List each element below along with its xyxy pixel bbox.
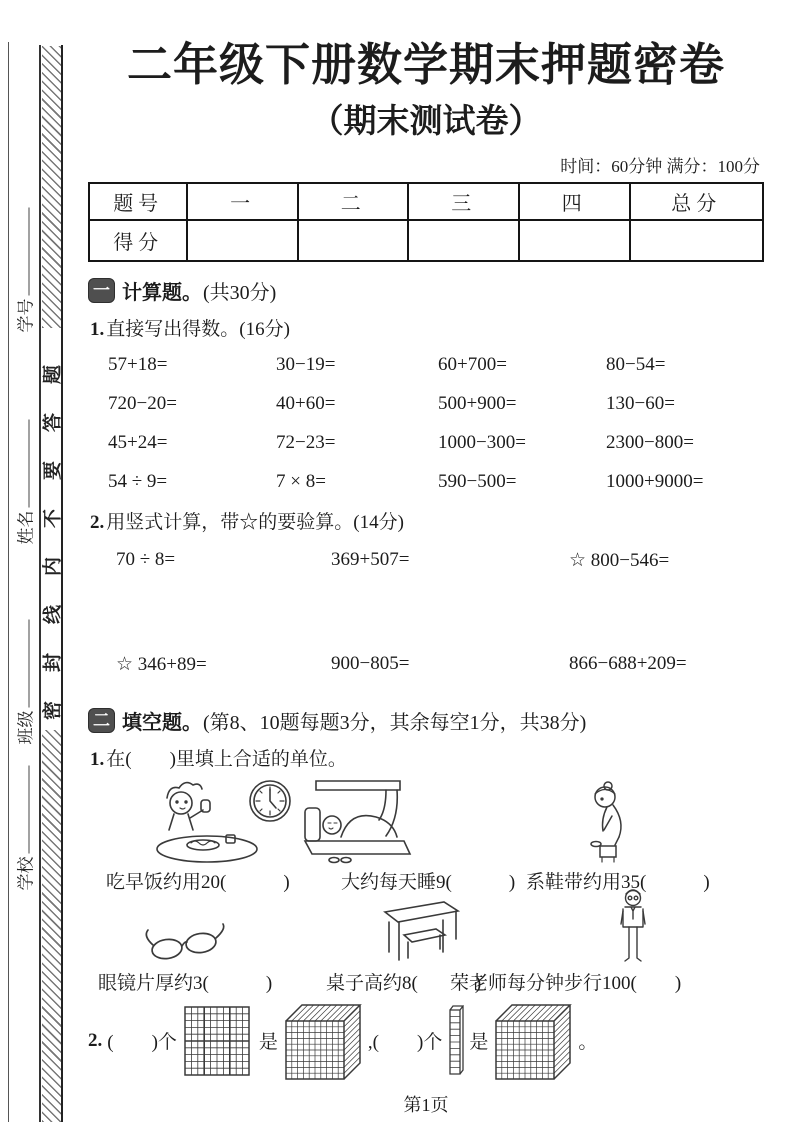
unit-figures-row-1 — [88, 776, 764, 864]
math-problem: 70 ÷ 8= — [116, 548, 176, 570]
glasses-figure — [140, 919, 232, 965]
student-name-text: 姓名 — [16, 510, 36, 545]
student-name-blank-line — [29, 420, 30, 508]
period-text: 。 — [578, 1032, 598, 1054]
fill-blank-caption: 荣老师每分钟步行100( ) — [450, 972, 682, 994]
fill-blank-caption: 眼镜片厚约3( ) — [98, 972, 273, 994]
fill-blank-caption: 系鞋带约用35( ) — [526, 871, 710, 893]
math-problem: 60+700= — [438, 353, 507, 375]
teacher-figure — [616, 887, 650, 965]
section-two-title: 填空题。 — [122, 711, 202, 734]
math-problem: 54 ÷ 9= — [108, 470, 168, 492]
seal-hatch-bottom — [42, 730, 61, 1122]
student-name-label — [12, 420, 37, 545]
section-two-icon: 二 — [88, 708, 115, 733]
score-table-header-row — [89, 183, 763, 220]
school-label — [12, 766, 37, 891]
page-subtitle: （期末测试卷） — [310, 103, 542, 140]
student-id-text: 学号 — [16, 298, 36, 333]
math-problem: 72−23= — [276, 431, 336, 453]
fill-blank-caption: 大约每天睡9( ) — [341, 871, 516, 893]
question-1-2-head — [90, 507, 764, 534]
seal-hatch-top — [42, 46, 61, 328]
thousand-cube-figure — [493, 1001, 573, 1081]
score-header-cell: 题号 — [89, 183, 187, 220]
section-two-header — [88, 706, 764, 735]
question-number: 1. — [90, 748, 105, 770]
score-header-cell: 三 — [408, 183, 519, 220]
score-blank-cell — [408, 220, 519, 261]
score-blank-cell — [187, 220, 298, 261]
desk-figure — [376, 897, 464, 965]
page-edge-line — [8, 42, 9, 1122]
fill-blank-text: ,( )个 — [367, 1032, 443, 1054]
equals-text: 是 — [258, 1032, 278, 1054]
thousand-cube-figure — [283, 1001, 363, 1081]
math-problem: 30−19= — [276, 353, 336, 375]
school-text: 学校 — [16, 856, 36, 891]
math-problem: 2300−800= — [606, 431, 694, 453]
page-title: 二年级下册数学期末押题密卷 — [126, 40, 725, 90]
sleeping-child-figure — [300, 778, 414, 864]
section-one-icon: 一 — [88, 278, 115, 303]
math-problem: 369+507= — [331, 548, 410, 570]
unit-figures-row-2 — [88, 897, 764, 965]
math-problem: 1000−300= — [438, 431, 526, 453]
question-text: 用竖式计算，带☆的要验算。(14分) — [106, 511, 404, 533]
math-problem: 7 × 8= — [276, 470, 326, 492]
unit-captions-row-2 — [88, 968, 764, 993]
school-blank-line — [29, 766, 30, 854]
score-row-label: 得分 — [89, 220, 187, 261]
seal-warning-text: 密封线内不要答题 — [42, 335, 64, 721]
math-problem: ☆ 346+89= — [116, 653, 207, 675]
vertical-calc-row — [88, 549, 764, 572]
question-text: 在( )里填上合适的单位。 — [106, 748, 347, 770]
vertical-calc-row — [88, 653, 764, 676]
score-blank-cell — [519, 220, 630, 261]
section-two-points: (第8、10题每题3分，其余每空1分，共38分) — [203, 711, 587, 734]
question-2-1-head — [90, 744, 764, 771]
equals-text: 是 — [469, 1032, 489, 1054]
score-blank-cell — [630, 220, 763, 261]
fill-blank-caption: 吃早饭约用20( ) — [106, 871, 290, 893]
score-table-score-row — [89, 220, 763, 261]
class-text: 班级 — [16, 710, 36, 745]
question-text: 直接写出得数。(16分) — [106, 318, 290, 340]
unit-captions-row-1 — [88, 867, 764, 892]
math-problem: 40+60= — [276, 392, 336, 414]
score-blank-cell — [298, 220, 409, 261]
class-blank-line — [29, 620, 30, 708]
math-problem: 57+18= — [108, 353, 168, 375]
breakfast-clock-figure — [150, 776, 322, 864]
math-problem: ☆ 800−546= — [569, 549, 670, 571]
section-one-title: 计算题。 — [122, 281, 202, 304]
question-2-2-row — [88, 1001, 764, 1081]
math-problem: 1000+9000= — [606, 470, 704, 492]
student-id-label — [12, 208, 37, 333]
math-problem: 590−500= — [438, 470, 517, 492]
exam-meta: 时间：60分钟 满分：100分 — [560, 156, 760, 176]
score-header-cell: 二 — [298, 183, 409, 220]
question-number: 1. — [90, 318, 105, 340]
section-one-header — [88, 276, 764, 305]
score-header-cell: 总分 — [630, 183, 763, 220]
question-1-1-head — [90, 314, 764, 341]
math-problem: 500+900= — [438, 392, 517, 414]
question-number: 2. — [88, 1029, 103, 1051]
math-problem: 80−54= — [606, 353, 666, 375]
math-problem: 866−688+209= — [569, 652, 687, 674]
shoe-tying-figure — [582, 780, 628, 864]
page-number: 第1页 — [403, 1094, 449, 1115]
section-one-points: (共30分) — [203, 281, 277, 304]
score-header-cell: 一 — [187, 183, 298, 220]
student-id-blank-line — [29, 208, 30, 296]
math-problem: 130−60= — [606, 392, 675, 414]
hundred-flat-figure — [182, 1004, 254, 1078]
fill-blank-caption: 桌子高约8( ) — [326, 972, 482, 994]
math-problem: 900−805= — [331, 652, 410, 674]
fill-blank-text: ( )个 — [107, 1032, 177, 1054]
score-table — [88, 182, 764, 262]
ten-rod-figure — [447, 1004, 464, 1078]
math-problem: 720−20= — [108, 392, 177, 414]
question-number: 2. — [90, 511, 105, 533]
score-header-cell: 四 — [519, 183, 630, 220]
class-label — [12, 620, 37, 745]
exam-content — [88, 0, 764, 1117]
mental-math-grid — [88, 354, 764, 493]
math-problem: 45+24= — [108, 431, 168, 453]
